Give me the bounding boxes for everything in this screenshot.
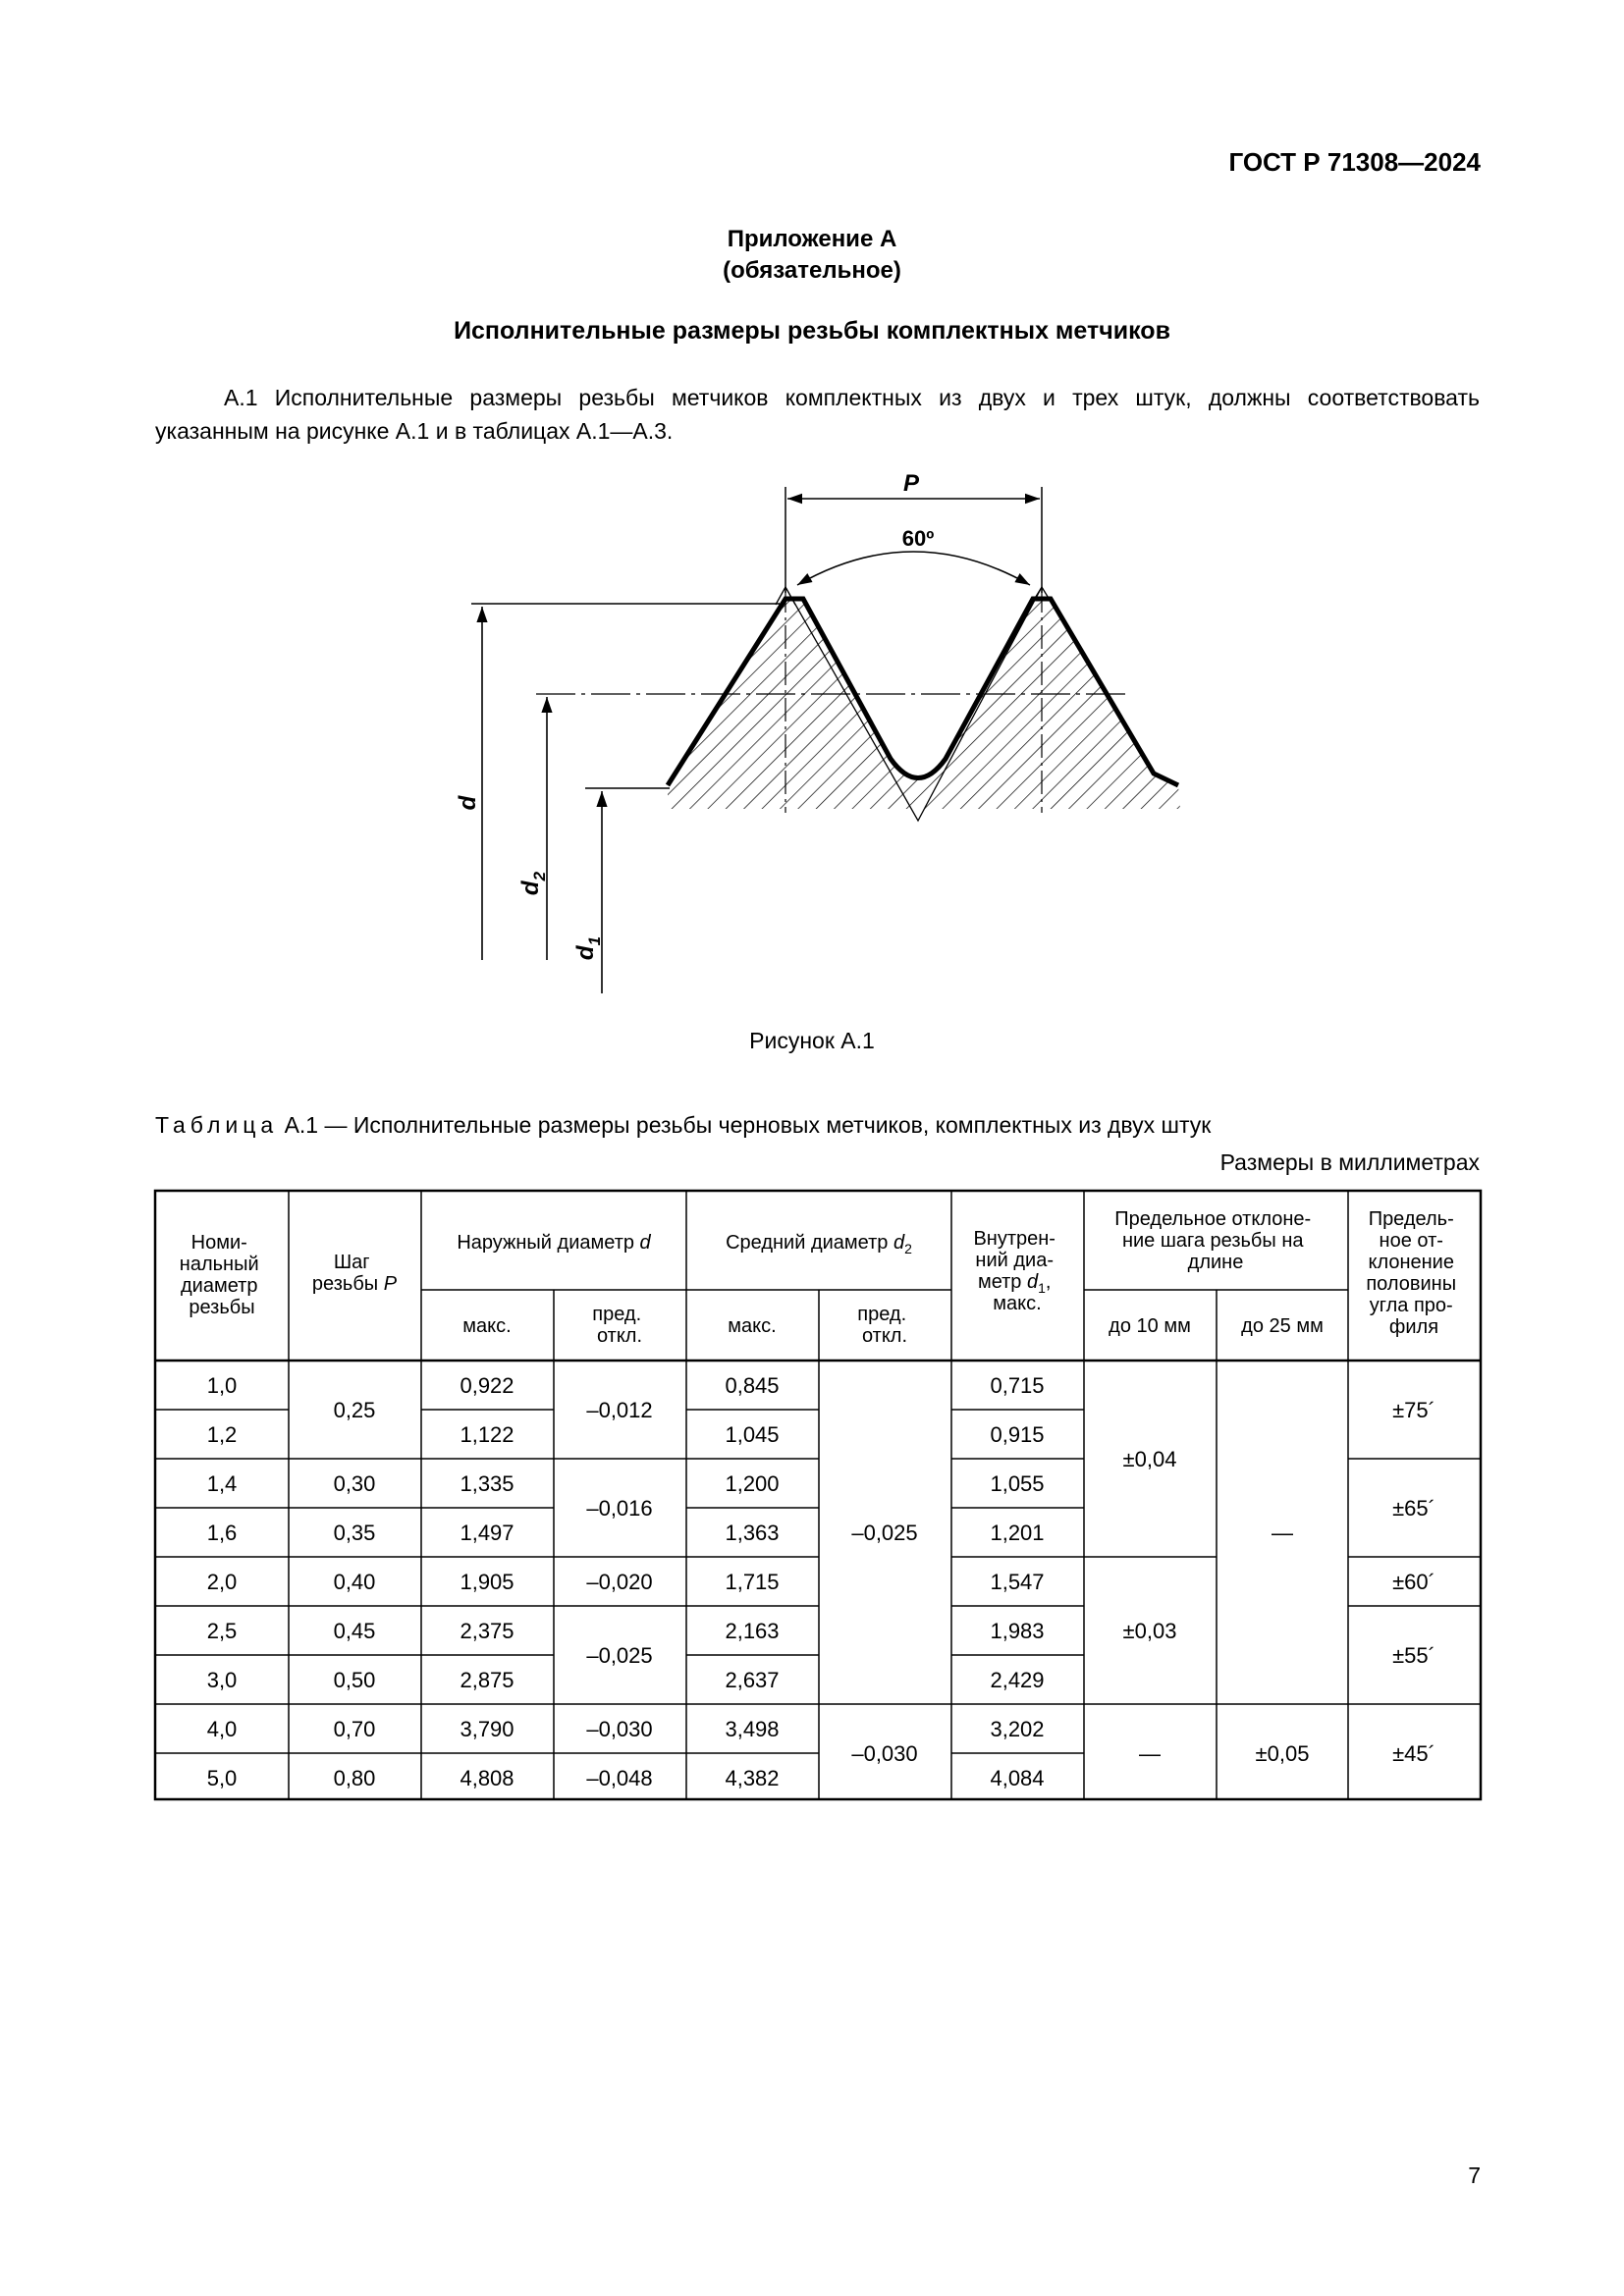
merged-cell: ±65´	[1392, 1496, 1435, 1521]
table-cell: 1,200	[725, 1471, 780, 1496]
annex-status: (обязательное)	[723, 257, 901, 284]
thread-profile-figure	[0, 0, 1624, 1021]
table-cell: 0,715	[990, 1373, 1045, 1398]
table-cell: 1,497	[460, 1521, 514, 1545]
page-number: 7	[1468, 2163, 1481, 2188]
table-cell: 0,70	[333, 1717, 376, 1741]
table-cell: 0,50	[333, 1668, 376, 1692]
table-cell: 0,30	[333, 1471, 376, 1496]
table-cell: 5,0	[206, 1766, 238, 1790]
angle-label: 60º	[901, 526, 935, 551]
table-cell: ±60´	[1392, 1570, 1435, 1594]
merged-cell: ±0,03	[1122, 1619, 1177, 1643]
table-cell: –0,030	[586, 1717, 653, 1741]
table-cell: 3,0	[206, 1668, 238, 1692]
table-cell: 0,40	[333, 1570, 376, 1594]
header-half-angle: Предель- ное от- клонение половины угла про- филя	[1366, 1208, 1457, 1338]
table-units: Размеры в миллиметрах	[1219, 1149, 1480, 1175]
annex-title: Приложение А	[727, 226, 897, 252]
merged-cell: ±55´	[1392, 1643, 1435, 1668]
table-cell: –0,048	[586, 1766, 653, 1790]
header-mean-diameter: Средний диаметр $d_2$	[726, 1232, 912, 1256]
merged-cell: –0,025	[586, 1643, 653, 1668]
merged-cell: ±75´	[1392, 1398, 1435, 1422]
header-mean-dev: пред. откл.	[857, 1304, 908, 1347]
header-outer-dev: пред. откл.	[592, 1304, 643, 1347]
merged-cell: –0,016	[586, 1496, 653, 1521]
d2-label: $d_2$	[517, 871, 549, 896]
header-mean-max: макс.	[728, 1315, 777, 1337]
table-cell: 1,715	[725, 1570, 780, 1594]
table-cell: 3,790	[460, 1717, 514, 1741]
header-inner-diameter: Внутрен- ний диа- метр $d_1$, макс.	[973, 1228, 1056, 1314]
figure-caption: Рисунок А.1	[749, 1028, 875, 1053]
table-cell: 1,045	[725, 1422, 780, 1447]
document-code: ГОСТ Р 71308—2024	[1228, 147, 1481, 177]
table-cell: 4,0	[206, 1717, 238, 1741]
header-upto-10mm: до 10 мм	[1109, 1315, 1191, 1337]
d1-label: $d_1$	[572, 935, 604, 961]
table-cell: –0,020	[586, 1570, 653, 1594]
pitch-label: P	[902, 470, 920, 497]
section-heading: Исполнительные размеры резьбы комплектных метчиков	[454, 317, 1170, 345]
table-cell: 2,637	[725, 1668, 780, 1692]
table-cell: 1,6	[206, 1521, 238, 1545]
table-cell: 3,202	[990, 1717, 1045, 1741]
merged-cell: —	[1272, 1521, 1293, 1545]
merged-cell: –0,030	[851, 1741, 918, 1766]
merged-cell: ±0,04	[1122, 1447, 1177, 1471]
header-nominal: Номи- нальный диаметр резьбы	[179, 1232, 259, 1318]
table-cell: 3,498	[725, 1717, 780, 1741]
table-cell: 1,0	[206, 1373, 238, 1398]
header-upto-25mm: до 25 мм	[1241, 1315, 1324, 1337]
header-outer-max: макс.	[462, 1315, 512, 1337]
merged-cell: ±0,05	[1255, 1741, 1310, 1766]
table-cell: 0,922	[460, 1373, 514, 1398]
paragraph-line-1: А.1 Исполнительные размеры резьбы метчиков комплектных из двух и трех штук, должны соответствовать	[224, 385, 1480, 410]
table-cell: 2,375	[460, 1619, 514, 1643]
table-cell: 1,335	[460, 1471, 514, 1496]
table-cell: 1,055	[990, 1471, 1045, 1496]
merged-cell: —	[1139, 1741, 1161, 1766]
table-cell: 2,163	[725, 1619, 780, 1643]
table-cell: 1,547	[990, 1570, 1045, 1594]
table-cell: 4,382	[725, 1766, 780, 1790]
header-pitch-deviation: Предельное отклоне- ние шага резьбы на длине	[1114, 1208, 1312, 1273]
paragraph-line-2: указанным на рисунке А.1 и в таблицах А.1—А.3.	[155, 418, 674, 444]
merged-cell: –0,025	[851, 1521, 918, 1545]
table-cell: 2,5	[206, 1619, 238, 1643]
table-cell: 0,915	[990, 1422, 1045, 1447]
table-cell: 1,983	[990, 1619, 1045, 1643]
table-cell: 2,429	[990, 1668, 1045, 1692]
table-a1	[0, 1178, 1624, 1826]
table-body	[207, 1373, 1435, 1790]
table-cell: 1,122	[460, 1422, 514, 1447]
table-cell: 2,875	[460, 1668, 514, 1692]
table-cell: 2,0	[206, 1570, 238, 1594]
table-caption: Таблица А.1 — Исполнительные размеры резьбы черновых метчиков, комплектных из двух штук	[155, 1112, 1212, 1138]
table-cell: 1,201	[990, 1521, 1045, 1545]
header-pitch: Шаг резьбы P	[311, 1252, 398, 1295]
table-cell: 1,2	[206, 1422, 238, 1447]
angle-arc	[797, 552, 1030, 585]
table-cell: 1,4	[206, 1471, 238, 1496]
table-cell: 0,845	[725, 1373, 780, 1398]
table-cell: 1,363	[725, 1521, 780, 1545]
d-label: d	[455, 795, 481, 811]
table-cell: 4,808	[460, 1766, 514, 1790]
table-cell: 0,80	[333, 1766, 376, 1790]
table-cell: 4,084	[990, 1766, 1045, 1790]
merged-cell: –0,012	[586, 1398, 653, 1422]
merged-cell: 0,25	[333, 1398, 376, 1422]
merged-cell: ±45´	[1392, 1741, 1435, 1766]
table-cell: 0,35	[333, 1521, 376, 1545]
header-outer-diameter: Наружный диаметр d	[457, 1232, 651, 1254]
table-cell: 1,905	[460, 1570, 514, 1594]
table-cell: 0,45	[333, 1619, 376, 1643]
